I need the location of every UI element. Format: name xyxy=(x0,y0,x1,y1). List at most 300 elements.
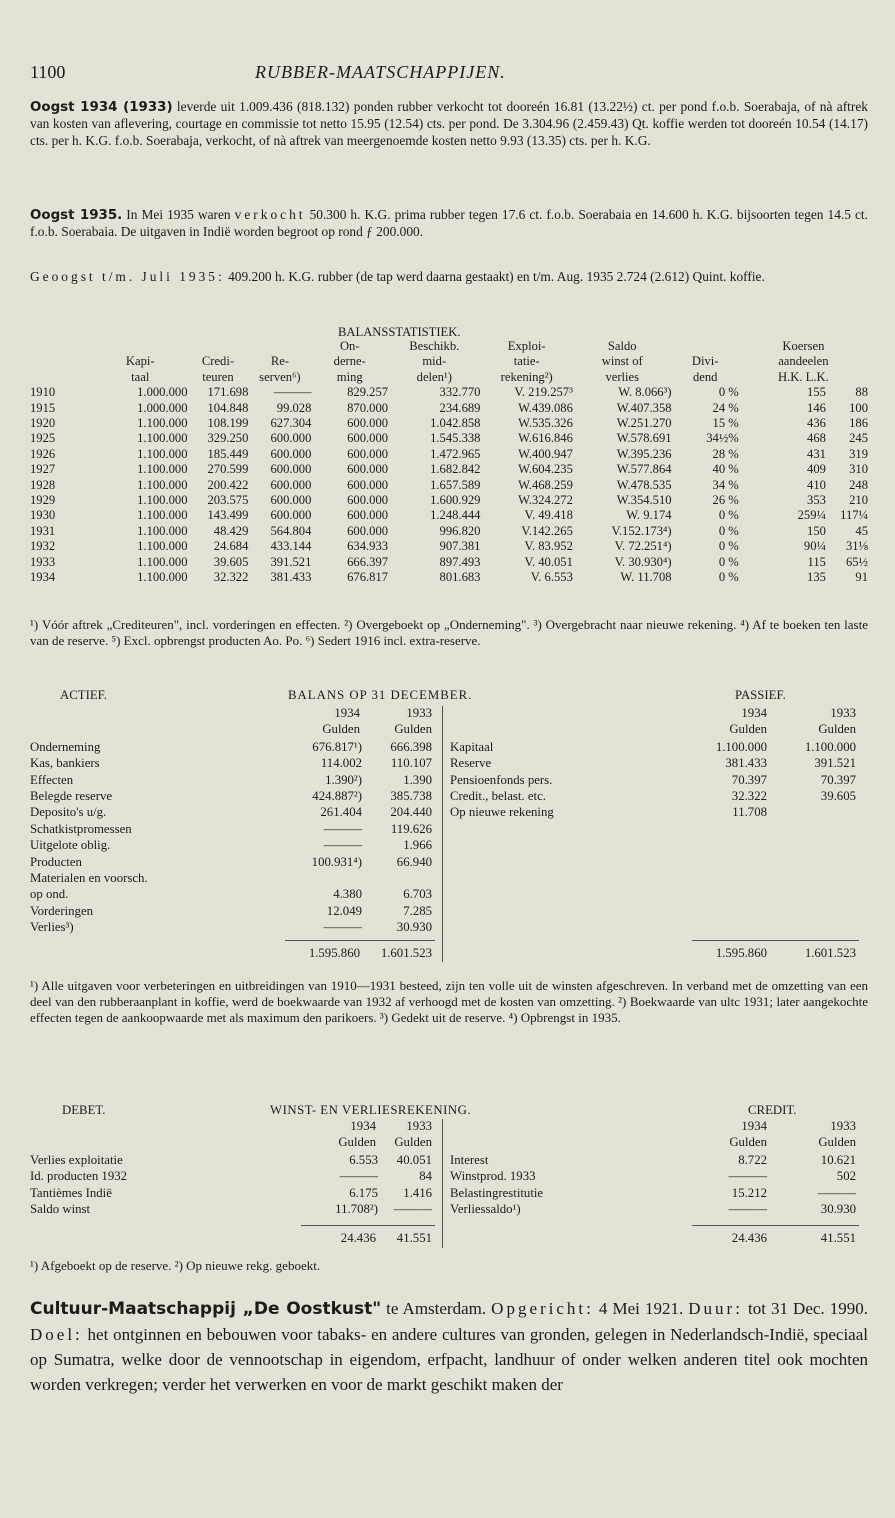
value-cell: 234.689 xyxy=(439,400,481,415)
value-cell: 1.472.965 xyxy=(430,446,481,461)
row-label: Uitgelote oblig. xyxy=(30,838,111,853)
row-label: Deposito's u/g. xyxy=(30,805,107,820)
wv-footnote: ¹) Afgeboekt op de reserve. ²) Op nieuwe rekg. geboekt. xyxy=(30,1258,321,1273)
value-cell: 391.521 xyxy=(270,554,312,569)
value-cell: V. 6.553 xyxy=(530,570,573,585)
year-cell: 1928 xyxy=(30,477,56,492)
balans-footnote: ¹) Alle uitgaven voor verbeteringen en uitbreidingen van 1910—1931 besteed, zijn ten volle uit de winsten afgeschreven. In verband met de omzetting van een deel van den rubberaanplant in koffie, werd de boekwaarde van 1932 af verhoogd met de kosten van omzetting. ²) Boekwaarde van ultc 1931; later aangekochte effecten tegen de aankoopwaarde met als maximum den parikoers. ³) Gedekt uit de reserve. ⁴) Opbrengst in 1935. xyxy=(30,978,868,1025)
row-label: Op nieuwe rekening xyxy=(450,805,554,820)
value-cell: W.354.510 xyxy=(616,493,672,508)
company-text: 4 Mei 1921. xyxy=(593,1299,689,1318)
table-row xyxy=(30,416,868,431)
unit-header: Gulden xyxy=(322,722,360,737)
value-cell: 40 % xyxy=(712,462,739,477)
value-cell: 110.107 xyxy=(390,756,432,771)
stats-header-cell: winst of xyxy=(601,354,643,369)
year-header: 1933 xyxy=(830,706,856,720)
unit-header: Gulden xyxy=(818,1135,856,1150)
value-cell: 1.657.589 xyxy=(430,477,481,492)
value-cell: 600.000 xyxy=(270,493,312,508)
value-cell: 391.521 xyxy=(814,756,856,771)
paragraph-oogst-1934 xyxy=(30,99,868,149)
table-row xyxy=(30,401,868,416)
unit-header: Gulden xyxy=(394,722,432,737)
value-cell: V.152.173⁴) xyxy=(611,523,672,538)
value-cell: 431 xyxy=(807,446,826,461)
value-cell: 600.000 xyxy=(347,431,389,446)
value-cell: 48.429 xyxy=(213,523,249,538)
value-cell: 0 % xyxy=(718,523,739,538)
year-cell: 1932 xyxy=(30,539,56,554)
value-cell: 600.000 xyxy=(347,462,389,477)
year-header: 1933 xyxy=(830,1119,856,1133)
value-cell: 319 xyxy=(849,446,868,461)
row-label: Credit., belast. etc. xyxy=(450,789,546,803)
value-cell: 30.930 xyxy=(396,920,432,935)
value-cell: 600.000 xyxy=(270,508,312,523)
value-cell: ——— xyxy=(728,1202,767,1216)
value-cell: 676.817¹) xyxy=(280,739,362,755)
value-cell: 32.322 xyxy=(731,789,767,803)
value-cell: 433.144 xyxy=(270,539,312,554)
value-cell: 248 xyxy=(849,477,868,492)
total-value: 24.436 xyxy=(340,1231,376,1246)
value-cell: 436 xyxy=(807,416,826,431)
value-cell: 829.257 xyxy=(347,385,389,400)
stats-header-row xyxy=(30,370,868,385)
stats-header-cell xyxy=(30,339,93,354)
balans-section xyxy=(30,688,868,988)
paragraph-lead: Oogst 1934 (1933) xyxy=(30,100,173,115)
stats-header-cell: Exploi- xyxy=(507,339,546,353)
paragraph-geoogst xyxy=(30,269,868,285)
value-cell: 200.422 xyxy=(207,477,249,492)
value-cell: 310 xyxy=(849,462,868,477)
value-cell: 1.000.000 xyxy=(137,400,188,415)
paragraph-text: leverde uit 1.009.436 (818.132) ponden rubber verkocht tot dooreén 16.81 (13.22½) ct. per pond f.o.b. Soerabaja, of nà aftrek van kosten van aflevering, courtage en commissie tot netto 15.95 (12.54) cts. per pond. De 3.304.96 (2.459.43) Qt. koffie werden tot dooreén 10.54 (14.17) cts. per h. K.G. f.o.b. Soerabaja, verkocht, of nà aftrek van meergenoemde kosten netto 9.93 (13.35) cts. per h. K.G. xyxy=(30,99,868,148)
total-value: 1.601.523 xyxy=(804,945,856,960)
value-cell: 1.100.000 xyxy=(137,477,188,492)
stats-header-cell: Credi- xyxy=(201,354,235,369)
value-cell: 65½ xyxy=(845,554,868,569)
total-value: 41.551 xyxy=(820,1231,856,1246)
credit-title: CREDIT. xyxy=(748,1103,797,1117)
total-rule xyxy=(692,940,859,941)
value-cell: 261.404 xyxy=(280,804,362,820)
value-cell: 424.887²) xyxy=(280,788,362,804)
value-cell: 600.000 xyxy=(347,416,389,431)
stats-header-cell: On- xyxy=(339,339,360,353)
value-cell: 600.000 xyxy=(270,477,312,492)
value-cell: 666.398 xyxy=(390,739,432,754)
row-label: Producten xyxy=(30,854,82,869)
value-cell: 600.000 xyxy=(270,446,312,461)
value-cell: 259¼ xyxy=(797,508,826,523)
stats-header-cell: Saldo xyxy=(607,339,637,353)
value-cell: 329.250 xyxy=(207,431,249,446)
value-cell: 117¼ xyxy=(840,508,868,523)
stats-header-cell: taal xyxy=(131,369,150,384)
value-cell: 24 % xyxy=(712,400,739,415)
value-cell: 1.390 xyxy=(403,772,432,787)
year-cell: 1925 xyxy=(30,431,56,446)
value-cell: W.251.270 xyxy=(616,416,672,431)
value-cell: 468 xyxy=(807,431,826,446)
value-cell: 7.285 xyxy=(403,903,432,918)
value-cell: 1.100.000 xyxy=(137,539,188,554)
value-cell: 34½% xyxy=(706,431,739,446)
total-rule xyxy=(285,940,435,941)
value-cell: 600.000 xyxy=(270,462,312,477)
value-cell: 245 xyxy=(849,431,868,446)
value-cell: 1.100.000 xyxy=(715,739,767,754)
company-text: te Amsterdam. xyxy=(381,1299,492,1318)
value-cell: W. 11.708 xyxy=(620,570,672,585)
value-cell: 996.820 xyxy=(439,523,481,538)
stats-table xyxy=(30,339,868,586)
value-cell: 1.100.000 xyxy=(137,493,188,508)
value-cell: 0 % xyxy=(718,554,739,569)
stats-header-cell xyxy=(93,339,188,354)
value-cell: 39.605 xyxy=(213,554,249,569)
actief-title: ACTIEF. xyxy=(60,688,107,702)
paragraph-lead: Oogst 1935. xyxy=(30,208,123,223)
value-cell: 12.049 xyxy=(280,903,362,919)
total-value: 41.551 xyxy=(396,1231,432,1246)
value-cell: 26 % xyxy=(712,493,739,508)
row-label: Schatkistpromessen xyxy=(30,821,132,836)
year-cell: 1930 xyxy=(30,508,56,523)
company-paragraph xyxy=(30,1296,868,1397)
value-cell: ——— xyxy=(728,1169,767,1184)
value-cell: 1.248.444 xyxy=(430,508,481,523)
year-cell: 1934 xyxy=(30,570,56,585)
stats-header-cell: Koersen xyxy=(782,339,825,353)
value-cell: W.616.846 xyxy=(518,431,573,446)
company-text: het ontginnen en bebouwen voor tabaks- en andere cultures van gronden, gelegen in Nederlandsch-Indië, speciaal op Sumatra, welke door de vennootschap in eigendom, erfpacht, landhuur of onder welken anderen titel ook mochten worden verkregen; verder het verwerken en voor de markt geschikt maken der xyxy=(30,1325,868,1394)
value-cell: 0 % xyxy=(718,385,739,400)
table-row xyxy=(30,447,868,462)
row-label: Belastingrestitutie xyxy=(450,1185,544,1200)
value-cell: 31⅛ xyxy=(845,539,868,554)
table-row xyxy=(30,1201,868,1217)
paragraph-text: 50.300 h. K.G. prima rubber tegen 17.6 ct. f.o.b. Soerabaia en 14.600 h. K.G. bijsoorten tegen 14.5 ct. f.o.b. Soerabaia. De uitgaven in Indië worden begroot op rond ƒ 200.000. xyxy=(30,207,868,240)
table-row xyxy=(30,462,868,477)
table-row xyxy=(30,804,868,820)
value-cell: 1.100.000 xyxy=(137,416,188,431)
row-label: Kas, bankiers xyxy=(30,756,100,771)
value-cell: 600.000 xyxy=(347,523,389,538)
stats-header-cell: H.K. L.K. xyxy=(778,369,829,384)
value-cell: 502 xyxy=(836,1169,856,1184)
stats-header-cell: teuren xyxy=(202,369,234,384)
value-cell: 270.599 xyxy=(207,462,249,477)
stats-header-cell: ming xyxy=(336,369,363,384)
value-cell: 204.440 xyxy=(390,805,432,820)
value-cell: 24.684 xyxy=(213,539,249,554)
value-cell: 39.605 xyxy=(820,789,856,803)
value-cell: 150 xyxy=(807,523,826,538)
year-cell: 1927 xyxy=(30,462,56,477)
value-cell: W.400.947 xyxy=(518,446,573,461)
table-row xyxy=(30,508,868,523)
value-cell: 1.100.000 xyxy=(137,508,188,523)
stats-header-cell: dend xyxy=(692,369,718,384)
spaced-word: verkocht xyxy=(234,207,306,222)
value-cell: 381.433 xyxy=(725,756,767,771)
row-label: Effecten xyxy=(30,772,74,787)
table-row xyxy=(30,870,868,886)
row-label: Verlies³) xyxy=(30,920,74,935)
total-value: 1.595.860 xyxy=(308,945,360,960)
value-cell: 600.000 xyxy=(270,431,312,446)
year-header: 1933 xyxy=(406,706,432,720)
value-cell: 28 % xyxy=(712,446,739,461)
unit-header: Gulden xyxy=(729,722,767,737)
row-label: Reserve xyxy=(450,756,492,771)
value-cell: 114.002 xyxy=(280,755,362,771)
company-name: Cultuur-Maatschappij „De Oostkust" xyxy=(30,1299,382,1319)
row-label: Winstprod. 1933 xyxy=(450,1169,536,1184)
value-cell: 1.042.858 xyxy=(430,416,481,431)
year-header: 1934 xyxy=(741,706,767,720)
stats-header-cell xyxy=(30,354,93,369)
table-row xyxy=(30,755,868,771)
value-cell: 627.304 xyxy=(270,416,312,431)
table-row xyxy=(30,524,868,539)
value-cell: 1.545.338 xyxy=(430,431,481,446)
value-cell: 907.381 xyxy=(439,539,481,554)
table-row xyxy=(30,739,868,755)
value-cell: 186 xyxy=(849,416,868,431)
table-row xyxy=(30,478,868,493)
stats-title: BALANSSTATISTIEK. xyxy=(338,325,461,339)
row-label: Belegde reserve xyxy=(30,789,113,803)
passief-title: PASSIEF. xyxy=(735,688,786,702)
debet-title: DEBET. xyxy=(62,1103,106,1117)
value-cell: 666.397 xyxy=(347,554,389,569)
unit-header: Gulden xyxy=(394,1135,432,1150)
stats-footnote: ¹) Vóór aftrek „Crediteuren", incl. vorderingen en effecten. ²) Overgeboekt op „Onderneming". ³) Overgebracht naar nieuwe rekening. ⁴) Af te boeken ten laste van de reserve. ⁵) Excl. opbrengst producten Ao. Po. ⁶) Sedert 1916 incl. extra-reserve. xyxy=(30,617,868,648)
table-row xyxy=(30,493,868,508)
stats-header-row xyxy=(30,354,868,369)
value-cell: 6.175 xyxy=(296,1185,378,1201)
value-cell: 0 % xyxy=(718,508,739,523)
value-cell: W.535.326 xyxy=(518,416,573,431)
row-label: Verlies exploitatie xyxy=(30,1152,123,1167)
table-row xyxy=(30,919,868,935)
value-cell: W.577.864 xyxy=(616,462,672,477)
value-cell: W.324.272 xyxy=(518,493,573,508)
stats-header-cell: Kapi- xyxy=(125,354,155,369)
value-cell: 11.708²) xyxy=(296,1201,378,1217)
row-label: Interest xyxy=(450,1152,489,1167)
value-cell: 600.000 xyxy=(347,508,389,523)
stats-header-cell: rekening²) xyxy=(500,369,553,384)
value-cell: 115 xyxy=(807,554,826,569)
table-row xyxy=(30,431,868,446)
value-cell: 11.708 xyxy=(732,805,767,820)
value-cell: 4.380 xyxy=(280,886,362,902)
table-row xyxy=(30,1168,868,1184)
value-cell: ——— xyxy=(296,1168,378,1184)
table-row xyxy=(30,1152,868,1168)
value-cell: 6.553 xyxy=(296,1152,378,1168)
winst-verlies-section xyxy=(30,1103,868,1273)
value-cell: 100.931⁴) xyxy=(280,854,362,870)
year-cell: 1915 xyxy=(30,400,56,415)
value-cell: 897.493 xyxy=(439,554,481,569)
spaced-word: Geoogst t/m. Juli 1935: xyxy=(30,269,225,284)
value-cell: 90¼ xyxy=(803,539,826,554)
company-text: tot 31 Dec. 1990. xyxy=(742,1299,868,1318)
row-label: Tantièmes Indië xyxy=(30,1185,112,1200)
table-row xyxy=(30,555,868,570)
value-cell: 15.212 xyxy=(731,1185,767,1200)
value-cell: V. 30.930⁴) xyxy=(614,554,672,569)
table-row xyxy=(30,570,868,585)
value-cell: ——— xyxy=(280,837,362,853)
value-cell: 91 xyxy=(855,570,868,585)
stats-header-cell: Divi- xyxy=(691,354,719,369)
value-cell: 0 % xyxy=(718,539,739,554)
table-row xyxy=(30,539,868,554)
value-cell: ——— xyxy=(393,1202,432,1216)
value-cell: W.578.691 xyxy=(616,431,672,446)
table-row xyxy=(30,788,868,804)
value-cell: 34 % xyxy=(712,477,739,492)
value-cell: 409 xyxy=(807,462,826,477)
table-row xyxy=(30,772,868,788)
stats-header-cell: aandeelen xyxy=(778,354,829,369)
page-number: 1100 xyxy=(30,62,66,82)
value-cell: 185.449 xyxy=(207,446,249,461)
value-cell: 353 xyxy=(807,493,826,508)
value-cell: 100 xyxy=(849,400,868,415)
value-cell: 634.933 xyxy=(347,539,389,554)
table-row xyxy=(30,821,868,837)
year-cell: 1920 xyxy=(30,416,56,431)
stats-header-cell: derne- xyxy=(333,354,366,369)
value-cell: 32.322 xyxy=(213,570,249,585)
paragraph-text: 409.200 h. K.G. rubber (de tap werd daarna gestaakt) en t/m. Aug. 1935 2.724 (2.612) Quint. koffie. xyxy=(224,269,765,284)
value-cell: 1.966 xyxy=(403,838,432,853)
total-value: 1.601.523 xyxy=(380,945,432,960)
value-cell: 108.199 xyxy=(207,416,249,431)
stats-header-cell: Re- xyxy=(270,354,289,369)
value-cell: 88 xyxy=(855,385,868,400)
table-row xyxy=(30,886,868,902)
row-label: Vorderingen xyxy=(30,903,94,918)
balans-title: BALANS OP 31 DECEMBER. xyxy=(288,688,473,702)
spaced-word: Doel: xyxy=(30,1325,83,1344)
year-header: 1934 xyxy=(334,706,360,720)
value-cell: 1.682.842 xyxy=(430,462,481,477)
value-cell: 1.100.000 xyxy=(137,554,188,569)
total-rule xyxy=(692,1225,859,1226)
value-cell: V. 49.418 xyxy=(524,508,573,523)
year-cell: 1926 xyxy=(30,446,56,461)
stats-header-cell: mid- xyxy=(422,354,447,369)
value-cell: W.604.235 xyxy=(518,462,573,477)
value-cell: 119.626 xyxy=(390,821,432,836)
value-cell: 410 xyxy=(807,477,826,492)
stats-header-cell: verlies xyxy=(605,369,640,384)
stats-body xyxy=(30,385,868,585)
year-cell: 1929 xyxy=(30,493,56,508)
value-cell: V.142.265 xyxy=(521,523,573,538)
value-cell: ——— xyxy=(817,1185,856,1200)
stats-header xyxy=(30,339,868,385)
value-cell: 15 % xyxy=(712,416,739,431)
value-cell: V. 40.051 xyxy=(524,554,573,569)
spaced-word: Opgericht: xyxy=(491,1299,594,1318)
row-label: Onderneming xyxy=(30,739,101,754)
value-cell: ——— xyxy=(273,385,312,400)
value-cell: 1.000.000 xyxy=(137,385,188,400)
value-cell: 332.770 xyxy=(439,385,481,400)
value-cell: 203.575 xyxy=(207,493,249,508)
value-cell: 385.738 xyxy=(390,789,432,803)
total-rule xyxy=(301,1225,435,1226)
value-cell: 40.051 xyxy=(396,1152,432,1167)
value-cell: 66.940 xyxy=(396,854,432,869)
value-cell: 1.100.000 xyxy=(137,431,188,446)
value-cell: ——— xyxy=(280,821,362,837)
table-row xyxy=(30,1185,868,1201)
paragraph-oogst-1935 xyxy=(30,207,868,241)
spaced-word: Duur: xyxy=(688,1299,743,1318)
total-value: 24.436 xyxy=(731,1231,767,1246)
unit-header: Gulden xyxy=(818,722,856,737)
column-divider xyxy=(442,1119,443,1248)
value-cell: 801.683 xyxy=(439,570,481,585)
value-cell: 155 xyxy=(807,385,826,400)
value-cell: 84 xyxy=(419,1169,432,1184)
value-cell: 99.028 xyxy=(276,400,312,415)
value-cell: 30.930 xyxy=(820,1202,856,1216)
value-cell: V. 72.251⁴) xyxy=(614,539,672,554)
value-cell: 10.621 xyxy=(820,1152,856,1167)
value-cell: 104.848 xyxy=(207,400,249,415)
value-cell: 143.499 xyxy=(207,508,249,523)
value-cell: 135 xyxy=(807,570,826,585)
value-cell: 45 xyxy=(855,523,868,538)
value-cell: 1.600.929 xyxy=(430,493,481,508)
value-cell: 1.416 xyxy=(403,1185,432,1200)
value-cell: V. 83.952 xyxy=(524,539,573,554)
value-cell: 171.698 xyxy=(207,385,249,400)
value-cell: W.439.086 xyxy=(518,400,573,415)
year-cell: 1933 xyxy=(30,554,56,569)
value-cell: W. 8.066³) xyxy=(618,385,672,400)
value-cell: 210 xyxy=(849,493,868,508)
value-cell: 564.804 xyxy=(270,523,312,538)
row-label: Materialen en voorsch. xyxy=(30,871,148,885)
year-header: 1934 xyxy=(350,1119,376,1133)
value-cell: ——— xyxy=(280,919,362,935)
year-header: 1933 xyxy=(406,1119,432,1133)
value-cell: W.407.358 xyxy=(616,400,672,415)
value-cell: W.478.535 xyxy=(616,477,672,492)
row-label: Verliessaldo¹) xyxy=(450,1202,521,1216)
table-row xyxy=(30,903,868,919)
value-cell: 146 xyxy=(807,400,826,415)
stats-header-row xyxy=(30,339,868,354)
value-cell: 676.817 xyxy=(347,570,389,585)
row-label: Id. producten 1932 xyxy=(30,1169,128,1184)
year-cell: 1910 xyxy=(30,385,56,400)
